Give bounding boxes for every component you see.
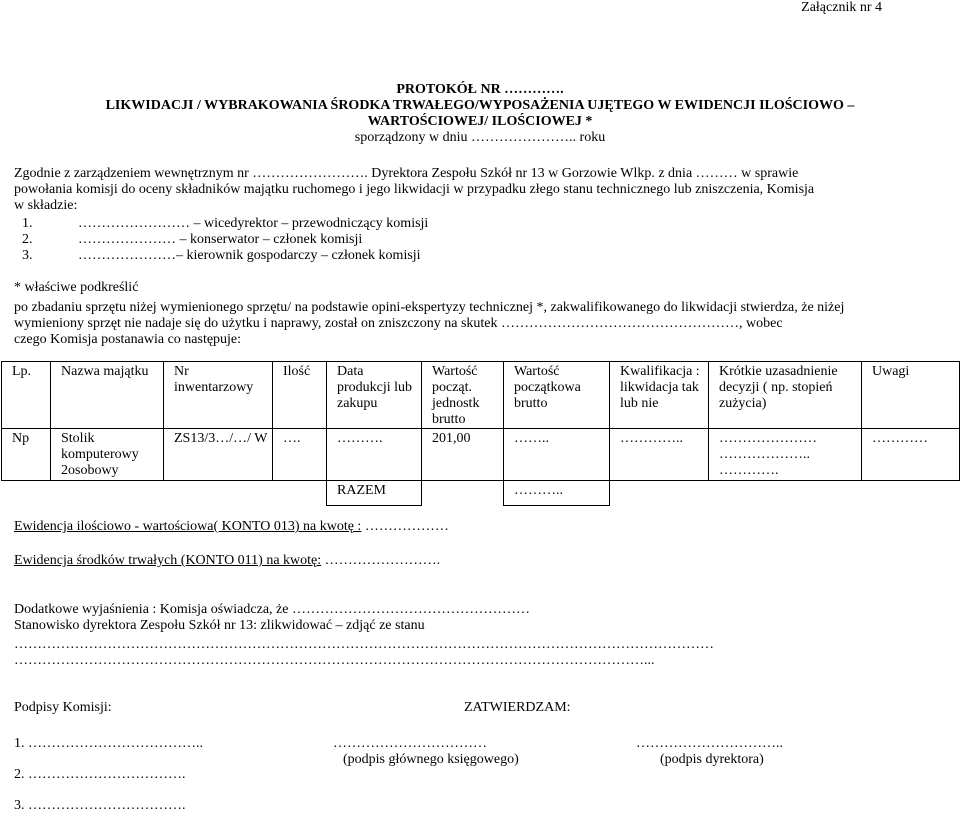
accountant-caption: (podpis głównego księgowego) <box>343 752 519 767</box>
table-header-row <box>2 362 960 429</box>
protocol-subtitle-line2: WARTOŚCIOWEJ/ ILOŚCIOWEJ * <box>367 114 593 129</box>
finding-line-3: czego Komisja postanawia co następuje: <box>14 332 242 347</box>
director-position: Stanowisko dyrektora Zespołu Szkół nr 13: zlikwidować – zdjąć ze stanu <box>14 618 425 633</box>
header-quantity: Ilość <box>273 362 327 429</box>
finding-line-1: po zbadaniu sprzętu niżej wymienionego sprzętu/ na podstawie opini-ekspertyzy technicznej *, zakwalifikowanego do likwidacji stwierdza, że niżej <box>14 300 845 315</box>
footnote: * właściwe podkreślić <box>14 280 139 295</box>
signature-line-3: 3. ……………………………. <box>14 798 186 813</box>
signature-line-1: 1. ……………………………….. <box>14 736 203 751</box>
asset-table <box>1 361 960 506</box>
quantity-value-record <box>14 519 449 535</box>
cell-qualification: ………….. <box>610 429 709 481</box>
header-production-date: Data produkcji lub zakupu <box>327 362 422 429</box>
commission-member-2: ………………… – konserwator – członek komisji <box>78 232 363 247</box>
drawn-date: sporządzony w dniu ………………….. roku <box>354 130 606 145</box>
quantity-value-label: Ewidencja ilościowo - wartościowa( KONTO 013) na kwotę : <box>14 519 362 534</box>
quantity-value-blank: ……………… <box>364 519 449 534</box>
commission-member-3: …………………– kierownik gospodarczy – członek komisji <box>78 248 421 263</box>
cell-justification: ………………… ……………….. …………. <box>709 429 862 481</box>
commission-member-1: …………………… – wicedyrektor – przewodniczący komisji <box>78 216 429 231</box>
cell-quantity: …. <box>273 429 327 481</box>
header-total-value: Wartość początkowa brutto <box>504 362 610 429</box>
header-inventory-number: Nr inwentarzowy <box>164 362 273 429</box>
cell-asset-name: Stolik komputerowy 2osobowy <box>51 429 164 481</box>
header-unit-value: Wartość począt. jednostk brutto <box>422 362 504 429</box>
notes-dots-2: ………………………………………………………………………………………………………………………... <box>14 653 655 668</box>
table-sum-row <box>2 481 960 506</box>
header-notes: Uwagi <box>862 362 960 429</box>
cell-production-date: ………. <box>327 429 422 481</box>
cell-unit-value: 201,00 <box>422 429 504 481</box>
table-row <box>2 429 960 481</box>
notes-dots-1: …………………………………………………………………………………………………………………………………… <box>14 637 714 652</box>
commission-signatures-label: Podpisy Komisji: <box>14 700 112 715</box>
intro-line-1: Zgodnie z zarządzeniem wewnętrznym nr ……………………. Dyrektora Zespołu Szkół nr 13 w Gorzowie Wlkp. z dnia ……… w sprawie <box>14 166 799 181</box>
commission-num-3: 3. <box>22 248 33 263</box>
additional-explanations: Dodatkowe wyjaśnienia : Komisja oświadcza, że …………………………………………… <box>14 602 530 617</box>
cell-inventory-number: ZS13/3…/…/ W <box>164 429 273 481</box>
header-qualification: Kwalifikacja : likwidacja tak lub nie <box>610 362 709 429</box>
director-caption: (podpis dyrektora) <box>660 752 764 767</box>
attachment-label: Załącznik nr 4 <box>801 0 882 15</box>
accountant-signature-line: …………………………… <box>333 736 487 751</box>
cell-lp: Np <box>2 429 51 481</box>
commission-num-1: 1. <box>22 216 33 231</box>
header-asset-name: Nazwa majątku <box>51 362 164 429</box>
director-signature-line: ………………………….. <box>636 736 783 751</box>
signature-line-2: 2. ……………………………. <box>14 767 186 782</box>
protocol-subtitle-line1: LIKWIDACJI / WYBRAKOWANIA ŚRODKA TRWAŁEGO/WYPOSAŻENIA UJĘTEGO W EWIDENCJI ILOŚCIOWO – <box>105 98 855 113</box>
header-lp: Lp. <box>2 362 51 429</box>
commission-num-2: 2. <box>22 232 33 247</box>
intro-line-3: w składzie: <box>14 198 78 213</box>
protocol-title: PROTOKÓŁ NR …………. <box>396 82 564 97</box>
cell-total-value: …….. <box>504 429 610 481</box>
approved-label: ZATWIERDZAM: <box>464 700 571 715</box>
sum-value: ……….. <box>504 481 610 506</box>
finding-line-2: wymieniony sprzęt nie nadaje się do użytku i naprawy, został on zniszczony na skutek ……………………………………………, wobec <box>14 316 783 331</box>
cell-notes: ………… <box>862 429 960 481</box>
fixed-assets-blank: ……………………. <box>324 553 441 568</box>
fixed-assets-record <box>14 553 440 569</box>
sum-label: RAZEM <box>327 481 422 506</box>
intro-line-2: powołania komisji do oceny składników majątku ruchomego i jego likwidacji w przypadku złego stanu technicznego lub zniszczenia, Komisja <box>14 182 815 197</box>
fixed-assets-label: Ewidencja środków trwałych (KONTO 011) na kwotę: <box>14 553 322 568</box>
header-justification: Krótkie uzasadnienie decyzji ( np. stopień zużycia) <box>709 362 862 429</box>
